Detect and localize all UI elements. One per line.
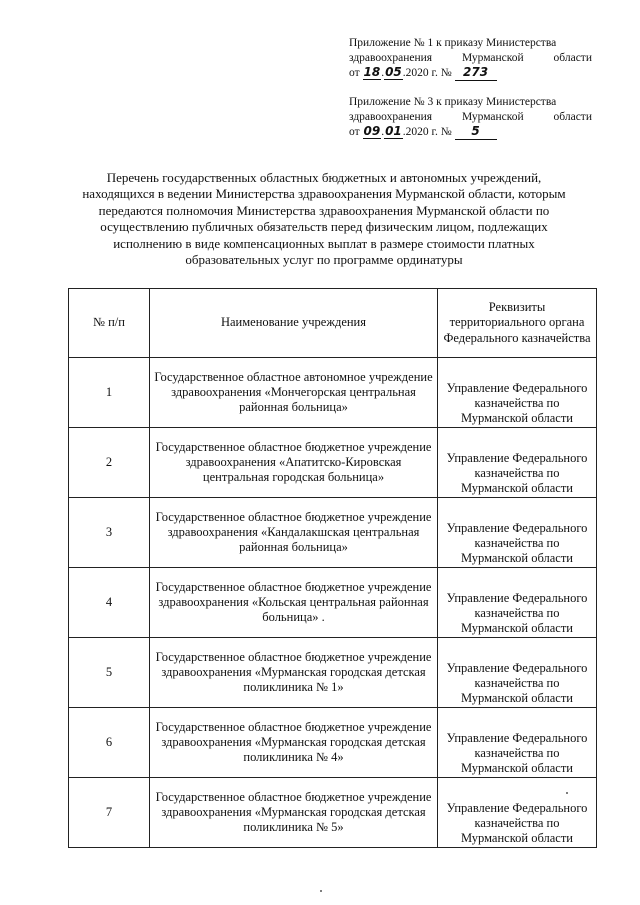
institutions-table <box>68 288 597 848</box>
row-name: Государственное областное бюджетное учреждение здравоохранения «Мурманская городская детская поликлиника № 5» <box>150 778 438 848</box>
appendix-3-line1: Приложение № 3 к приказу Министерства <box>349 96 557 108</box>
row-num: 6 <box>69 708 150 778</box>
appendix-3-date-line: от 09.01.2020 г. № 5 <box>349 124 592 140</box>
table-row <box>69 498 597 568</box>
row-details: Управление Федерального казначейства по Мурманской области <box>438 428 597 498</box>
scan-speck <box>320 890 322 892</box>
table-row <box>69 778 597 848</box>
appendix-3-date-month: 01 <box>385 124 402 138</box>
row-num: 2 <box>69 428 150 498</box>
row-num: 5 <box>69 638 150 708</box>
row-name: Государственное областное автономное учреждение здравоохранения «Мончегорская центральная районная больница» <box>150 358 438 428</box>
appendix-1-number: 273 <box>455 65 497 81</box>
row-name: Государственное областное бюджетное учреждение здравоохранения «Мурманская городская детская поликлиника № 1» <box>150 638 438 708</box>
row-details: Управление Федерального казначейства по Мурманской области <box>438 498 597 568</box>
appendix-3-number: 5 <box>455 124 497 140</box>
appendix-1-date-month: 05 <box>385 65 402 79</box>
scan-speck <box>566 792 568 794</box>
row-name: Государственное областное бюджетное учреждение здравоохранения «Кандалакшская центральная районная больница» <box>150 498 438 568</box>
row-num: 4 <box>69 568 150 638</box>
table-row <box>69 428 597 498</box>
row-details: Управление Федерального казначейства по Мурманской области <box>438 568 597 638</box>
table-row <box>69 568 597 638</box>
row-num: 1 <box>69 358 150 428</box>
appendix-3-header <box>349 95 592 140</box>
row-num: 7 <box>69 778 150 848</box>
table-row <box>69 638 597 708</box>
row-name: Государственное областное бюджетное учреждение здравоохранения «Апатитско-Кировская центральная городская больница» <box>150 428 438 498</box>
row-num: 3 <box>69 498 150 568</box>
row-details: Управление Федерального казначейства по Мурманской области <box>438 708 597 778</box>
appendix-1-header <box>349 36 592 81</box>
table-row <box>69 358 597 428</box>
header-details: Реквизиты территориального органа Федерального казначейства <box>438 289 597 358</box>
row-name: Государственное областное бюджетное учреждение здравоохранения «Кольская центральная районная больница» . <box>150 568 438 638</box>
appendix-1-date-line: от 18.05.2020 г. № 273 <box>349 65 592 81</box>
header-num: № п/п <box>69 289 150 358</box>
table-row <box>69 708 597 778</box>
appendix-3-line2: здравоохранения Мурманской области <box>349 110 592 123</box>
row-details: Управление Федерального казначейства по Мурманской области <box>438 778 597 848</box>
table-header-row <box>69 289 597 358</box>
appendix-1-line1: Приложение № 1 к приказу Министерства <box>349 37 557 49</box>
appendix-1-line2: здравоохранения Мурманской области <box>349 51 592 64</box>
document-title: Перечень государственных областных бюджетных и автономных учреждений, находящихся в ведении Министерства здравоохранения Мурманской области, которым передаются полномочия Министерства здравоохранения Мурманской области по осуществлению публичных обязательств перед физическим лицом, подлежащих исполнению в виде компенсационных выплат в размере стоимости платных образовательных услуг по программе ординатуры <box>82 170 566 268</box>
header-name: Наименование учреждения <box>150 289 438 358</box>
row-details: Управление Федерального казначейства по Мурманской области <box>438 358 597 428</box>
row-name: Государственное областное бюджетное учреждение здравоохранения «Мурманская городская детская поликлиника № 4» <box>150 708 438 778</box>
appendix-1-date-day: 18 <box>363 65 381 79</box>
appendix-3-date-day: 09 <box>363 124 381 138</box>
row-details: Управление Федерального казначейства по Мурманской области <box>438 638 597 708</box>
